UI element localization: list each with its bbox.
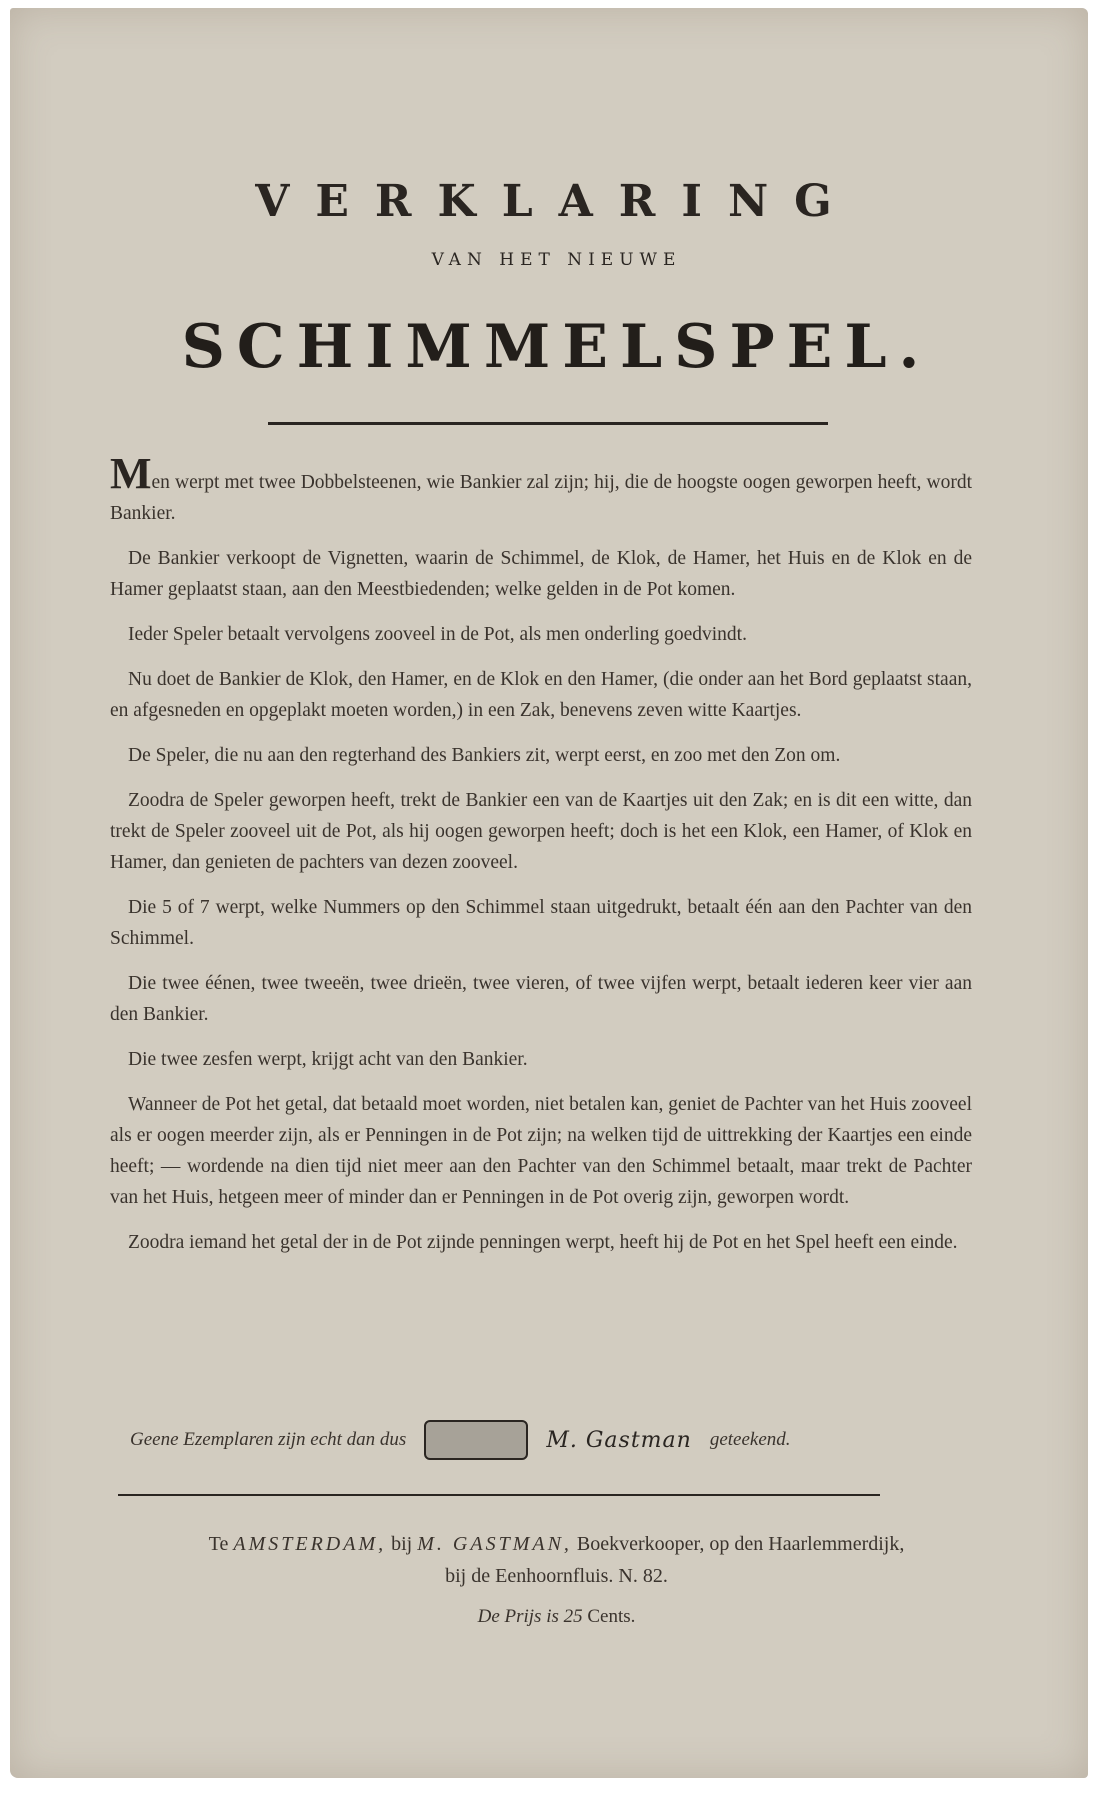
paragraph-9: Die twee zesfen werpt, krijgt acht van den Bankier. xyxy=(128,1049,528,1070)
imprint-line-2: bij de Eenhoornfluis. N. 82. xyxy=(445,1565,668,1587)
paragraph-3: Ieder Speler betaalt vervolgens zooveel in de Pot, als men onderling goedvindt. xyxy=(128,624,747,645)
paragraph-11: Zoodra iemand het getal der in de Pot zijnde penningen werpt, heeft hij de Pot en het Spel heeft een einde. xyxy=(128,1232,958,1253)
signature-line xyxy=(130,1420,830,1460)
title-subheading: VAN HET NIEUWE xyxy=(431,250,682,270)
price-line: De Prijs is 25 Cents. xyxy=(477,1606,636,1627)
paragraph-1: Men werpt met twee Dobbelsteenen, wie Bankier zal zijn; hij, die de hoogste oogen geworpen heeft, wordt Bankier. xyxy=(110,449,972,524)
paragraph-8: Die twee éénen, twee tweeën, twee drieën, twee vieren, of twee vijfen werpt, betaalt iederen keer vier aan den Bankier. xyxy=(110,973,972,1025)
imprint-line-1: Te AMSTERDAM, bij M. GASTMAN, Boekverkooper, op den Haarlemmerdijk, xyxy=(208,1533,905,1555)
paragraph-6: Zoodra de Speler geworpen heeft, trekt de Bankier een van de Kaartjes uit den Zak; en is dit een witte, dan trekt de Speler zooveel uit de Pot, als hij oogen geworpen heeft; doch is het een Klok, een Hamer, of Klok en Hamer, dan genieten de pachters van dezen zooveel. xyxy=(110,790,972,873)
drop-cap: M xyxy=(110,449,152,498)
top-divider xyxy=(268,422,828,425)
paragraph-2: De Bankier verkoopt de Vignetten, waarin de Schimmel, de Klok, de Hamer, het Huis en de Klok en de Hamer geplaatst staan, aan den Meestbiedenden; welke gelden in de Pot komen. xyxy=(110,548,972,600)
signature-suffix: geteekend. xyxy=(709,1429,791,1450)
price-value: 25 xyxy=(563,1606,583,1627)
imprint-publisher: M. GASTMAN, xyxy=(417,1533,572,1555)
imprint xyxy=(0,1528,1113,1592)
handwritten-signature: M. Gastman xyxy=(546,1427,692,1453)
signature-prefix: Geene Ezemplaren zijn echt dan dus xyxy=(130,1429,407,1450)
title-schimmelspel: SCHIMMELSPEL. xyxy=(181,312,932,382)
bottom-divider xyxy=(118,1494,880,1496)
paragraph-10: Wanneer de Pot het getal, dat betaald moet worden, niet betalen kan, geniet de Pachter van het Huis zooveel als er oogen meerder zijn, als er Penningen in de Pot zijn; na welken tijd de uittrekking der Kaartjes een einde heeft; — wordende na dien tijd niet meer aan den Pachter van den Schimmel betaalt, maar trekt de Pachter van het Huis, hetgeen meer of minder dan er Penningen in de Pot overig zijn, geworpen wordt. xyxy=(110,1094,972,1208)
paragraph-5: De Speler, die nu aan den regterhand des Bankiers zit, werpt eerst, en zoo met den Zon om. xyxy=(128,745,841,766)
paragraph-4: Nu doet de Bankier de Klok, den Hamer, en de Klok en den Hamer, (die onder aan het Bord geplaatst staan, en afgesneden en opgeplakt moeten worden,) in een Zak, benevens zeven witte Kaartjes. xyxy=(110,669,972,721)
imprint-city: AMSTERDAM, xyxy=(233,1533,387,1555)
title-verklaring: VERKLARING xyxy=(255,176,858,227)
rules-text xyxy=(110,449,972,1272)
paragraph-7: Die 5 of 7 werpt, welke Nummers op den Schimmel staan uitgedrukt, betaalt één aan den Pachter van den Schimmel. xyxy=(110,897,972,949)
ink-stamp-icon xyxy=(424,1420,528,1460)
